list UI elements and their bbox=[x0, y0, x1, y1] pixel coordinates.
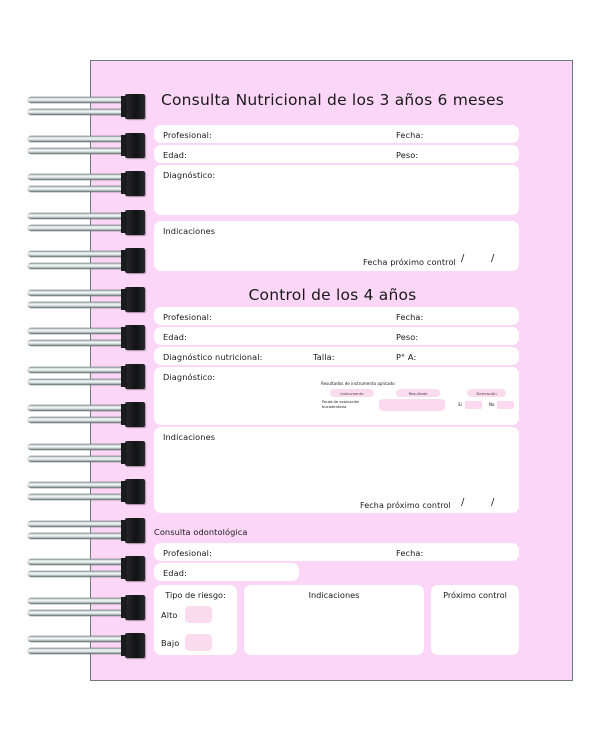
label-pauta-line1: Pauta de evaluación bbox=[322, 400, 360, 404]
label-indicaciones-s3: Indicaciones bbox=[308, 590, 360, 600]
input-resultado-pauta[interactable] bbox=[379, 399, 445, 411]
date-slash-1-s1: / bbox=[461, 253, 465, 264]
label-talla-s2: Talla: bbox=[313, 352, 335, 362]
label-peso-s2: Peso: bbox=[396, 332, 419, 342]
label-indicaciones-s1: Indicaciones bbox=[163, 226, 216, 236]
label-edad-s3: Edad: bbox=[163, 568, 187, 578]
pill-label-resultado: Resultado bbox=[408, 391, 428, 396]
pill-instrumento bbox=[330, 389, 374, 397]
section-title-consulta-nutricional: Consulta Nutricional de los 3 años 6 meses bbox=[160, 91, 505, 109]
pill-label-derivacion: Derivación bbox=[476, 391, 497, 396]
label-indicaciones-s2: Indicaciones bbox=[163, 432, 216, 442]
label-riesgo-bajo: Bajo bbox=[161, 638, 180, 648]
label-diagnostico-s1: Diagnóstico: bbox=[163, 170, 216, 180]
label-fecha-s3: Fecha: bbox=[396, 548, 424, 558]
label-pa-s2: P° A: bbox=[396, 352, 417, 362]
label-profesional-s2: Profesional: bbox=[163, 312, 212, 322]
section-title-control-4-anos: Control de los 4 años bbox=[248, 286, 417, 304]
field-edad-s2[interactable] bbox=[154, 327, 519, 345]
date-slash-1-s2: / bbox=[461, 497, 465, 508]
pill-label-instrumento: Instrumento bbox=[340, 391, 364, 396]
section-title-consulta-odontologica: Consulta odontológica bbox=[154, 527, 248, 537]
label-edad-s1: Edad: bbox=[163, 150, 187, 160]
label-proximo-control-s1: Fecha próximo control bbox=[363, 257, 456, 267]
label-derivacion-si: Sí bbox=[458, 402, 462, 407]
label-pauta-line2: bucodentaria bbox=[322, 405, 347, 409]
date-slash-2-s2: / bbox=[491, 497, 495, 508]
label-diagnostico-s2: Diagnóstico: bbox=[163, 372, 216, 382]
checkbox-riesgo-bajo[interactable] bbox=[185, 634, 212, 651]
label-fecha-s1: Fecha: bbox=[396, 130, 424, 140]
label-profesional-s1: Profesional: bbox=[163, 130, 212, 140]
label-proximo-control-s3: Próximo control bbox=[443, 590, 507, 600]
label-resultados-instrumento-title: Resultados de instrumento aplicado bbox=[321, 381, 395, 386]
pill-derivacion bbox=[467, 389, 506, 397]
label-edad-s2: Edad: bbox=[163, 332, 187, 342]
date-slash-2-s1: / bbox=[491, 253, 495, 264]
label-profesional-s3: Profesional: bbox=[163, 548, 212, 558]
label-tipo-de-riesgo: Tipo de riesgo: bbox=[165, 590, 226, 600]
label-peso-s1: Peso: bbox=[396, 150, 419, 160]
checkbox-derivacion-no[interactable] bbox=[497, 401, 514, 409]
field-edad-s1[interactable] bbox=[154, 145, 519, 163]
notebook-page bbox=[90, 60, 573, 681]
label-fecha-s2: Fecha: bbox=[396, 312, 424, 322]
label-proximo-control-s2: Fecha próximo control bbox=[360, 501, 451, 510]
checkbox-riesgo-alto[interactable] bbox=[185, 606, 212, 623]
label-diagnostico-nutricional-s2: Diagnóstico nutricional: bbox=[163, 352, 263, 362]
pill-resultado bbox=[396, 389, 440, 397]
label-riesgo-alto: Alto bbox=[161, 610, 178, 620]
checkbox-derivacion-si[interactable] bbox=[465, 401, 482, 409]
label-derivacion-no: No bbox=[489, 402, 495, 407]
